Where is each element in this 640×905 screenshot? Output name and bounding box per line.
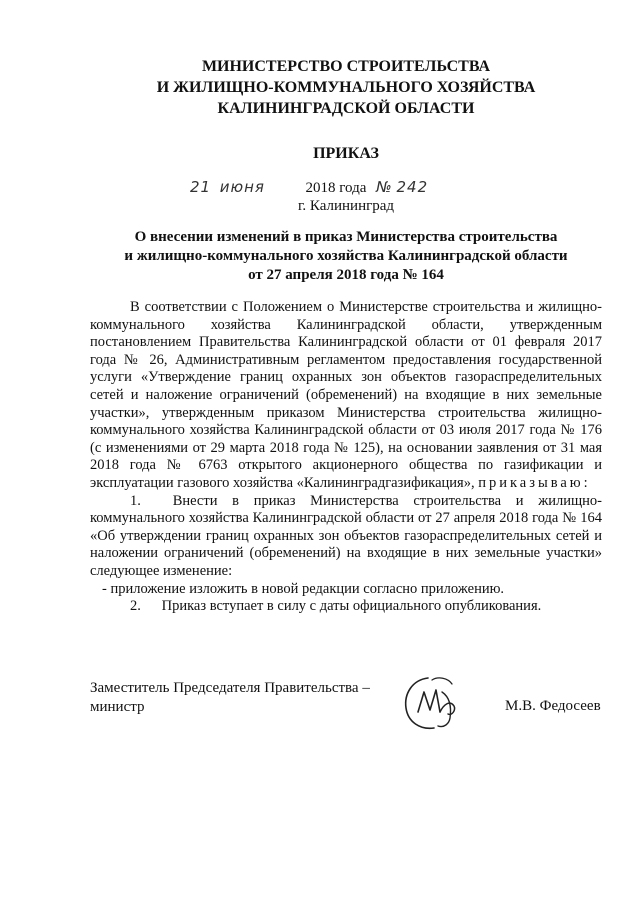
ministry-header — [90, 56, 602, 119]
subject-line-3: от 27 апреля 2018 года № 164 — [248, 267, 444, 283]
handwritten-month: июня — [219, 178, 265, 196]
number-sign: № — [376, 178, 393, 196]
item-1-text: Внести в приказ Министерства строительства и жилищно-коммунального хозяйства Калининградской области от 27 апреля 2018 года № 164 «Об утверждении границ охранных зон объектов газораспределительных сетей и наложении ограничений (обременений) на входящие в них земельные участки» следующее изменение: — [90, 492, 602, 579]
ministry-header-line-1: МИНИСТЕРСТВО СТРОИТЕЛЬСТВА — [201, 58, 491, 75]
subject-line-1: О внесении изменений в приказ Министерства строительства — [134, 229, 558, 245]
order-date-line — [190, 178, 520, 197]
dash-item-paragraph: - приложение изложить в новой редакции согласно приложению. — [102, 580, 505, 597]
item-2-paragraph — [90, 598, 602, 616]
handwritten-signature-icon — [398, 670, 474, 734]
item-1-paragraph — [90, 493, 602, 581]
order-subject — [90, 228, 602, 285]
item-2-text: Приказ вступает в силу с даты официального опубликования. — [161, 598, 542, 615]
subject-line-2: и жилищно-коммунального хозяйства Калининградской области — [124, 248, 568, 264]
order-word: приказываю: — [478, 474, 591, 491]
ministry-header-line-3: КАЛИНИНГРАДСКОЙ ОБЛАСТИ — [217, 100, 475, 117]
order-city: г. Калининград — [297, 198, 395, 214]
order-year: 2018 года — [305, 180, 367, 196]
item-1-number: 1. — [130, 492, 141, 509]
ministry-header-line-2: И ЖИЛИЩНО-КОММУНАЛЬНОГО ХОЗЯЙСТВА — [156, 79, 536, 96]
order-body — [90, 299, 602, 616]
order-title: ПРИКАЗ — [313, 145, 379, 162]
signer-position — [90, 679, 370, 717]
signer-position-line-1: Заместитель Председателя Правительства – — [90, 680, 370, 696]
item-2-number: 2. — [130, 598, 141, 615]
handwritten-order-number: 242 — [396, 178, 429, 196]
handwritten-day: 21 — [190, 178, 212, 196]
preamble-paragraph — [90, 299, 602, 493]
signer-name: М.В. Федосеев — [505, 698, 601, 714]
signer-position-line-2: министр — [90, 699, 145, 715]
preamble-text: В соответствии с Положением о Министерстве строительства и жилищно-коммунального хозяйства Калининградской области, утвержденным постановлением Правительства Калининградской области от 01 февраля 2017 года № 26, Административным регламентом предоставления государственной услуги «Утверждение границ охранных зон объектов газораспределительных сетей и наложение ограничений (обременений) на входящие в них земельные участки», утвержденным приказом Министерства строительства жилищно-коммунального хозяйства Калининградской области от 03 июля 2017 года № 176 (с изменениями от 29 марта 2018 года № 125), на основании заявления от 31 мая 2018 года № 6763 открытого акционерного общества по газификации и эксплуатации газового хозяйства «Калининградгазификация», — [90, 299, 602, 491]
